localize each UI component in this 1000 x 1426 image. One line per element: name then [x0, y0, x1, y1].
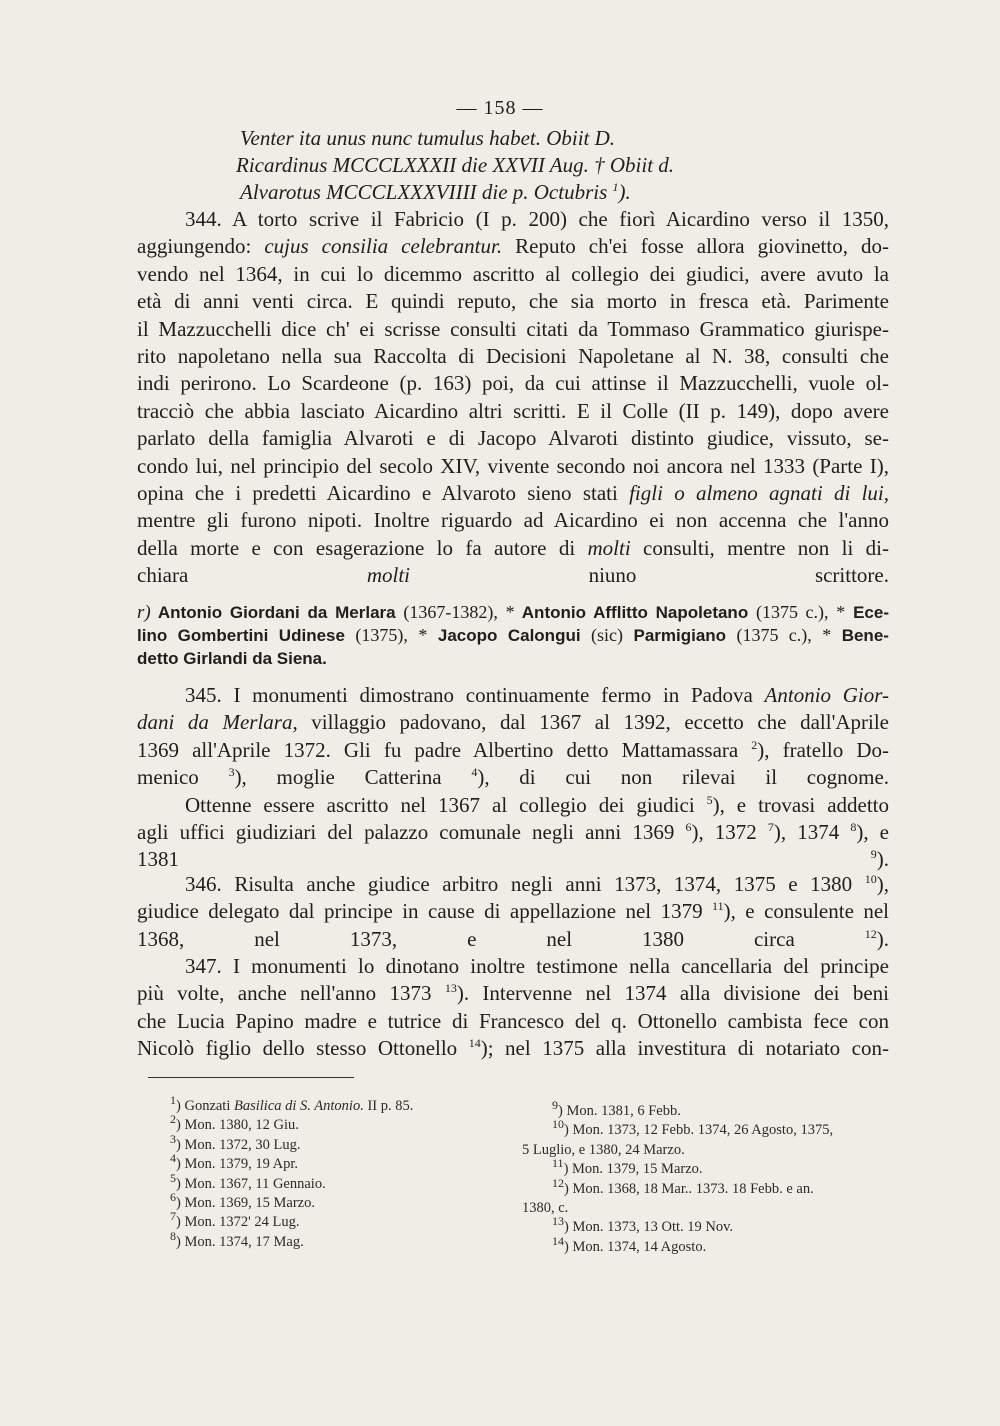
text-line: 1381 $^9$). [137, 847, 889, 872]
heading-line-3: detto Girlandi da Siena. [137, 649, 327, 668]
footnote: $^6$) Mon. 1369, 15 Marzo. [170, 1190, 315, 1212]
paragraph-345 [137, 682, 889, 874]
text-line: 345. I monumenti dimostrano continuamente fermo in Padova Antonio Gior- [185, 683, 890, 707]
paragraph-347 [137, 953, 889, 1063]
text-line: più volte, anche nell'anno 1373 $^{13}$). Intervenne nel 1374 alla divisione dei beni [137, 981, 889, 1006]
text-line: menico $^3$), moglie Catterina $^4$), di cui non rilevai il cognome. [137, 765, 890, 790]
footnote: $^{11}$) Mon. 1379, 15 Marzo. [552, 1156, 703, 1178]
text-line: dani da Merlara, villaggio padovano, dal 1367 al 1392, eccetto che dall'Aprile [137, 710, 890, 735]
footnote-separator [148, 1077, 354, 1078]
footnote: $^8$) Mon. 1374, 17 Mag. [170, 1229, 304, 1250]
footnote: $^4$) Mon. 1379, 19 Apr. [170, 1151, 299, 1173]
footnote: $^9$) Mon. 1381, 6 Febb. [552, 1098, 681, 1119]
text-line: tracciò che abbia lasciato Aicardino altri scritti. E il Colle (II p. 149), dopo avere [137, 398, 889, 423]
footnotes-left [170, 1093, 414, 1252]
heading-line-2: lino Gombertini Udinese (1375), * Jacopo Calongui (sic) Parmigiano (1375 c.), * Bene- [137, 625, 889, 645]
footnote: $^{14}$) Mon. 1374, 14 Agosto. [552, 1234, 707, 1255]
footnote-continuation: 5 Luglio, e 1380, 24 Marzo. [522, 1141, 685, 1158]
text-line: 344. A torto scrive il Fabricio (I p. 200) che fiorì Aicardino verso il 1350, [185, 207, 889, 231]
verse-line-1: Venter ita unus nunc tumulus habet. Obiit D. [240, 126, 616, 150]
text-line: Ottenne essere ascritto nel 1367 al collegio dei giudici $^5$), e trovasi addetto [185, 792, 889, 817]
paragraph-346 [137, 871, 889, 953]
text-line: mentre gli furono nipoti. Inoltre riguardo ad Aicardino ei non accenna che l'anno [137, 508, 889, 533]
text-line: Nicolò figlio dello stesso Ottonello $^{14}$); nel 1375 alla investitura di notariato con- [137, 1036, 890, 1061]
footnote: $^2$) Mon. 1380, 12 Giu. [170, 1112, 299, 1134]
text-line: condo lui, nel principio del secolo XIV, vivente secondo noi ancora nel 1333 (Parte I), [137, 453, 889, 478]
text-line: agli uffici giudiziari del palazzo comunale negli anni 1369 $^6$), 1372 $^7$), 1374 $^8$), e [137, 820, 889, 845]
text-line: che Lucia Papino madre e tutrice di Francesco del q. Ottonello cambista fece con [137, 1008, 889, 1033]
text-line: il Mazzucchelli dice ch' ei scrisse consulti citati da Tommaso Grammatico giurispe- [137, 316, 889, 341]
section-heading [137, 601, 889, 670]
text-line: età di anni venti circa. E quindi reputo, che sia morto in fresca età. Parimente [137, 289, 889, 314]
text-line: della morte e con esagerazione lo fa autore di molti consulti, mentre non li di- [137, 535, 890, 560]
footnote: $^3$) Mon. 1372, 30 Lug. [170, 1131, 301, 1153]
text-line: 347. I monumenti lo dinotano inoltre testimone nella cancellaria del principe [185, 954, 889, 978]
text-line: aggiungendo: cujus consilia celebrantur. Reputo ch'ei fosse allora giovinetto, do- [137, 234, 889, 259]
text-line: indi perirono. Lo Scardeone (p. 163) poi, da cui attinse il Mazzucchelli, vuole ol- [137, 371, 889, 396]
text-line: 346. Risulta anche giudice arbitro negli anni 1373, 1374, 1375 e 1380 $^{10}$), [185, 872, 890, 896]
verse-line-3: Alvarotus MCCCLXXXVIIII die p. Octubris $^1$). [240, 180, 631, 204]
text-line: parlato della famiglia Alvaroti e di Jacopo Alvaroti distinto giudice, vissuto, se- [137, 426, 889, 451]
text-line: 1369 all'Aprile 1372. Gli fu padre Albertino detto Mattamassara $^2$), fratello Do- [137, 737, 889, 762]
footnote: $^1$) Gonzati Basilica di S. Antonio. II p. 85. [170, 1093, 414, 1114]
footnotes-right [522, 1098, 834, 1257]
text-line: rito napoletano nella sua Raccolta di Decisioni Napoletane al N. 38, consulti che [137, 344, 889, 369]
footnote-ref: 1 [612, 180, 619, 194]
verse-line-2: Ricardinus MCCCLXXXII die XXVII Aug. † Obiit d. [236, 153, 675, 177]
footnote: $^5$) Mon. 1367, 11 Gennaio. [170, 1170, 326, 1192]
paragraph-344 [137, 206, 889, 590]
text-line: giudice delegato dal principe in cause di appellazione nel 1379 $^{11}$), e consulente nel [137, 899, 890, 924]
verse-block [236, 125, 675, 206]
footnote: $^7$) Mon. 1372' 24 Lug. [170, 1209, 300, 1231]
footnote: $^{12}$) Mon. 1368, 18 Mar.. 1373. 18 Febb. e an. [552, 1175, 814, 1197]
text-line: chiara molti niuno scrittore. [137, 563, 889, 588]
footnote-continuation: 1380, c. [522, 1200, 569, 1217]
page-number: — 158 — [456, 97, 544, 119]
text-line: vendo nel 1364, in cui lo dicemmo ascritto al collegio dei giudici, avere avuto la [137, 261, 889, 286]
text-line: opina che i predetti Aicardino e Alvaroto sieno stati figli o almeno agnati di lui, [137, 481, 889, 506]
footnote: $^{10}$) Mon. 1373, 12 Febb. 1374, 26 Agosto, 1375, [552, 1117, 834, 1139]
footnote: $^{13}$) Mon. 1373, 13 Ott. 19 Nov. [552, 1214, 734, 1236]
heading-line-1: r) Antonio Giordani da Merlara (1367-1382), * Antonio Afflitto Napoletano (1375 c.), * Ece- [137, 602, 889, 623]
text-line: 1368, nel 1373, e nel 1380 circa $^{12}$). [137, 926, 890, 951]
